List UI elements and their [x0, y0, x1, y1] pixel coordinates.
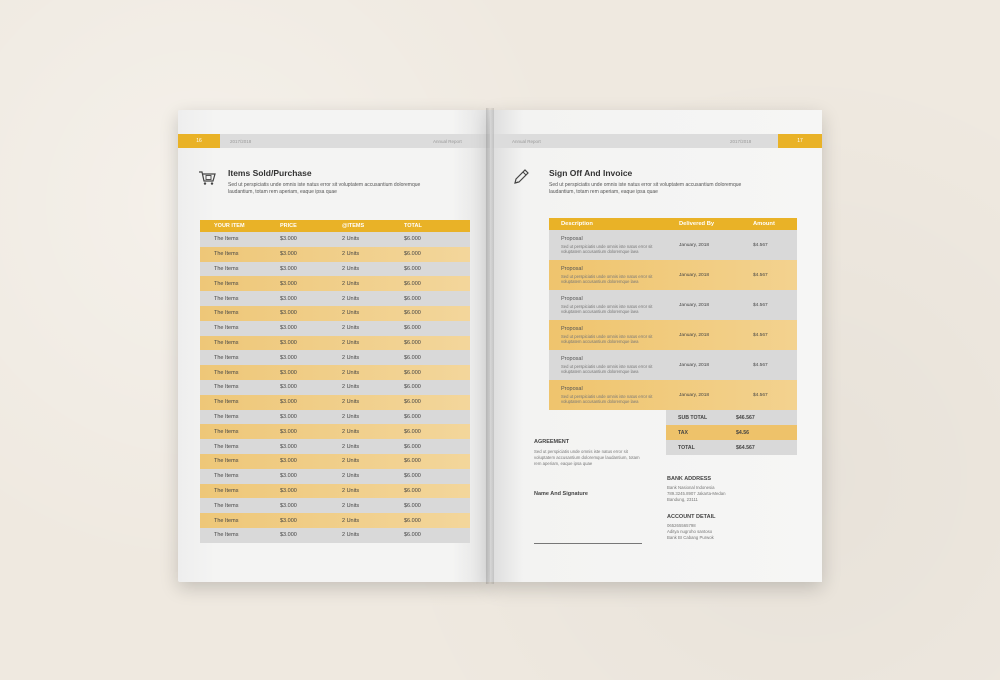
table-row — [200, 469, 470, 484]
table-row — [200, 380, 470, 395]
table-cell: The Items — [214, 502, 239, 509]
table-cell: $3.000 — [280, 399, 297, 406]
table-cell: $3.000 — [280, 369, 297, 376]
agreement-text: Sed ut perspiciatis unde omnis iste natus error sit voluptatem accusantium doloremque laudantium, totam rem aperiam, eaque ipsa quae — [534, 449, 640, 466]
invoice-row — [549, 380, 797, 410]
table-row — [200, 484, 470, 499]
table-cell: 2 Units — [342, 236, 360, 243]
header-year: 2017/2018 — [730, 138, 752, 144]
invoice-date-cell: January, 2018 — [679, 332, 710, 338]
invoice-date-cell: January, 2018 — [679, 302, 710, 308]
table-cell: The Items — [214, 295, 239, 302]
table-cell: The Items — [214, 310, 239, 317]
invoice-description-cell — [549, 266, 667, 285]
book-spine — [486, 108, 494, 584]
items-table-header — [200, 220, 470, 232]
table-cell: $3.000 — [280, 295, 297, 302]
table-cell: $6.000 — [404, 443, 421, 450]
table-cell: $3.000 — [280, 502, 297, 509]
table-cell: 2 Units — [342, 428, 360, 435]
table-cell: $6.000 — [404, 369, 421, 376]
table-cell: The Items — [214, 428, 239, 435]
table-cell: 2 Units — [342, 295, 360, 302]
table-cell: $6.000 — [404, 354, 421, 361]
table-cell: The Items — [214, 384, 239, 391]
table-cell: $6.000 — [404, 280, 421, 287]
table-cell: 2 Units — [342, 413, 360, 420]
table-cell: $6.000 — [404, 413, 421, 420]
table-cell: 2 Units — [342, 384, 360, 391]
table-cell: $3.000 — [280, 443, 297, 450]
table-row — [200, 424, 470, 439]
table-cell: $6.000 — [404, 384, 421, 391]
header-title: Annual Report — [433, 138, 462, 144]
table-cell: $3.000 — [280, 325, 297, 332]
invoice-item-desc: Sed ut perspiciatis unde omnis iste natus error sit voluptatem accusantium doloremque laea — [561, 363, 653, 374]
invoice-table — [549, 218, 797, 410]
table-row — [200, 336, 470, 351]
table-cell: 2 Units — [342, 265, 360, 272]
table-cell: $3.000 — [280, 413, 297, 420]
bank-line: Bank Nasional Indonesia — [667, 485, 715, 490]
table-cell: The Items — [214, 473, 239, 480]
tax-row — [666, 425, 797, 440]
table-cell: The Items — [214, 354, 239, 361]
table-row — [200, 306, 470, 321]
invoice-amount-cell: $4.567 — [753, 332, 768, 338]
invoice-item-title: Proposal — [561, 355, 583, 362]
table-cell: The Items — [214, 265, 239, 272]
table-cell: $3.000 — [280, 473, 297, 480]
table-cell: $6.000 — [404, 517, 421, 524]
signature-heading: Name And Signature — [534, 491, 588, 497]
right-page — [490, 110, 822, 582]
bank-address-lines — [667, 485, 767, 503]
table-cell: $3.000 — [280, 354, 297, 361]
table-cell: 2 Units — [342, 339, 360, 346]
total-value: $64.567 — [736, 444, 755, 451]
invoice-item-desc: Sed ut perspiciatis unde omnis iste natus error sit voluptatem accusantium doloremque laea — [561, 333, 653, 344]
table-cell: The Items — [214, 369, 239, 376]
account-detail-heading: ACCOUNT DETAIL — [667, 514, 716, 520]
table-cell: The Items — [214, 325, 239, 332]
table-cell: 2 Units — [342, 443, 360, 450]
invoice-amount-cell: $4.567 — [753, 302, 768, 308]
invoice-row — [549, 320, 797, 350]
table-cell: 2 Units — [342, 251, 360, 258]
invoice-date-cell: January, 2018 — [679, 272, 710, 278]
col-header-total: TOTAL — [404, 223, 422, 229]
invoice-amount-cell: $4.567 — [753, 362, 768, 368]
invoice-item-title: Proposal — [561, 235, 583, 242]
account-detail-lines — [667, 523, 767, 541]
invoice-item-title: Proposal — [561, 385, 583, 392]
right-header-bar — [490, 134, 822, 148]
table-cell: $6.000 — [404, 236, 421, 243]
bank-address-heading: BANK ADDRESS — [667, 476, 712, 482]
left-page — [178, 110, 490, 582]
invoice-description-cell — [549, 236, 667, 255]
table-cell: The Items — [214, 413, 239, 420]
section-description: Sed ut perspiciatis unde omnis iste natus error sit voluptatem accusantium doloremque laudantium, totam rem aperiam, eaque ipsa quae — [228, 182, 421, 195]
table-cell: 2 Units — [342, 399, 360, 406]
table-cell: The Items — [214, 487, 239, 494]
table-cell: $3.000 — [280, 310, 297, 317]
table-cell: $6.000 — [404, 339, 421, 346]
invoice-table-header — [549, 218, 797, 230]
table-cell: The Items — [214, 532, 239, 539]
table-cell: $6.000 — [404, 458, 421, 465]
invoice-date-cell: January, 2018 — [679, 242, 710, 248]
table-cell: $3.000 — [280, 517, 297, 524]
subtotal-value: $46.567 — [736, 414, 755, 421]
table-row — [200, 321, 470, 336]
total-row — [666, 440, 797, 455]
table-cell: $6.000 — [404, 532, 421, 539]
section-title: Sign Off And Invoice — [549, 168, 633, 178]
agreement-heading: AGREEMENT — [534, 439, 570, 445]
table-row — [200, 291, 470, 306]
page-number-left: 16 — [178, 134, 220, 148]
table-cell: 2 Units — [342, 502, 360, 509]
table-cell: $3.000 — [280, 251, 297, 258]
header-title: Annual Report — [512, 138, 541, 144]
table-cell: $3.000 — [280, 428, 297, 435]
invoice-item-title: Proposal — [561, 325, 583, 332]
table-cell: $6.000 — [404, 325, 421, 332]
table-cell: The Items — [214, 458, 239, 465]
table-row — [200, 395, 470, 410]
table-cell: $3.000 — [280, 458, 297, 465]
left-header-bar — [178, 134, 490, 148]
table-cell: 2 Units — [342, 532, 360, 539]
table-cell: The Items — [214, 251, 239, 258]
table-row — [200, 350, 470, 365]
account-line: Bank BI Cabang Purwok — [667, 535, 714, 540]
table-cell: 2 Units — [342, 458, 360, 465]
table-row — [200, 439, 470, 454]
col-header-item: YOUR ITEM — [214, 223, 245, 229]
invoice-amount-cell: $4.567 — [753, 392, 768, 398]
invoice-row — [549, 230, 797, 260]
invoice-date-cell: January, 2018 — [679, 362, 710, 368]
tax-value: $4.56 — [736, 429, 749, 436]
account-line: 065265565798 — [667, 523, 696, 528]
invoice-description-cell — [549, 386, 667, 405]
table-cell: 2 Units — [342, 325, 360, 332]
table-cell: 2 Units — [342, 280, 360, 287]
col-header-amount: Amount — [753, 221, 775, 227]
table-cell: $3.000 — [280, 487, 297, 494]
invoice-description-cell — [549, 296, 667, 315]
signature-line — [534, 543, 642, 544]
table-row — [200, 232, 470, 247]
bank-line: 789.3245.8907 Jakarta-Medan — [667, 491, 726, 496]
table-cell: $6.000 — [404, 310, 421, 317]
table-cell: The Items — [214, 280, 239, 287]
table-cell: The Items — [214, 517, 239, 524]
table-row — [200, 498, 470, 513]
invoice-item-desc: Sed ut perspiciatis unde omnis iste natus error sit voluptatem accusantium doloremque laea — [561, 243, 653, 254]
totals-table — [666, 410, 797, 455]
table-cell: $6.000 — [404, 487, 421, 494]
header-year: 2017/2018 — [230, 138, 252, 144]
table-row — [200, 247, 470, 262]
pencil-icon — [512, 168, 530, 186]
invoice-row — [549, 290, 797, 320]
table-cell: $3.000 — [280, 236, 297, 243]
invoice-description-cell — [549, 326, 667, 345]
invoice-item-desc: Sed ut perspiciatis unde omnis iste natus error sit voluptatem accusantium doloremque laea — [561, 273, 653, 284]
table-cell: The Items — [214, 443, 239, 450]
invoice-description-cell — [549, 356, 667, 375]
table-row — [200, 262, 470, 277]
col-header-items: @ITEMS — [342, 223, 365, 229]
table-cell: 2 Units — [342, 517, 360, 524]
table-cell: 2 Units — [342, 310, 360, 317]
col-header-description: Description — [561, 221, 593, 227]
table-row — [200, 276, 470, 291]
total-label: TOTAL — [678, 444, 695, 451]
invoice-row — [549, 260, 797, 290]
table-row — [200, 410, 470, 425]
invoice-item-title: Proposal — [561, 295, 583, 302]
table-cell: 2 Units — [342, 354, 360, 361]
invoice-item-desc: Sed ut perspiciatis unde omnis iste natus error sit voluptatem accusantium doloremque laea — [561, 393, 653, 404]
account-line: Aditya nugroho santoso — [667, 529, 713, 534]
invoice-item-title: Proposal — [561, 265, 583, 272]
table-cell: $3.000 — [280, 384, 297, 391]
table-cell: 2 Units — [342, 487, 360, 494]
table-cell: The Items — [214, 399, 239, 406]
table-cell: $6.000 — [404, 295, 421, 302]
table-cell: $6.000 — [404, 251, 421, 258]
section-description: Sed ut perspiciatis unde omnis iste natus error sit voluptatem accusantium doloremque laudantium, totam rem aperiam, eaque ipsa quae — [549, 182, 742, 195]
table-cell: The Items — [214, 236, 239, 243]
col-header-delivered-by: Delivered By — [679, 221, 715, 227]
section-title: Items Sold/Purchase — [228, 168, 312, 178]
items-table — [200, 220, 470, 543]
invoice-item-desc: Sed ut perspiciatis unde omnis iste natus error sit voluptatem accusantium doloremque laea — [561, 303, 653, 314]
table-cell: 2 Units — [342, 369, 360, 376]
subtotal-row — [666, 410, 797, 425]
invoice-amount-cell: $4.567 — [753, 272, 768, 278]
table-row — [200, 365, 470, 380]
invoice-row — [549, 350, 797, 380]
col-header-price: PRICE — [280, 223, 297, 229]
table-cell: The Items — [214, 339, 239, 346]
table-row — [200, 513, 470, 528]
table-cell: $6.000 — [404, 473, 421, 480]
table-cell: $6.000 — [404, 428, 421, 435]
table-cell: $6.000 — [404, 399, 421, 406]
bank-line: Bandung, 23111 — [667, 497, 698, 502]
invoice-date-cell: January, 2018 — [679, 392, 710, 398]
table-row — [200, 528, 470, 543]
table-row — [200, 454, 470, 469]
table-cell: $6.000 — [404, 265, 421, 272]
table-cell: $3.000 — [280, 280, 297, 287]
subtotal-label: SUB TOTAL — [678, 414, 708, 421]
table-cell: $3.000 — [280, 339, 297, 346]
table-cell: 2 Units — [342, 473, 360, 480]
invoice-amount-cell: $4.567 — [753, 242, 768, 248]
tax-label: TAX — [678, 429, 688, 436]
table-cell: $6.000 — [404, 502, 421, 509]
table-cell: $3.000 — [280, 532, 297, 539]
shopping-cart-icon — [198, 170, 216, 186]
page-number-right: 17 — [778, 134, 822, 148]
table-cell: $3.000 — [280, 265, 297, 272]
